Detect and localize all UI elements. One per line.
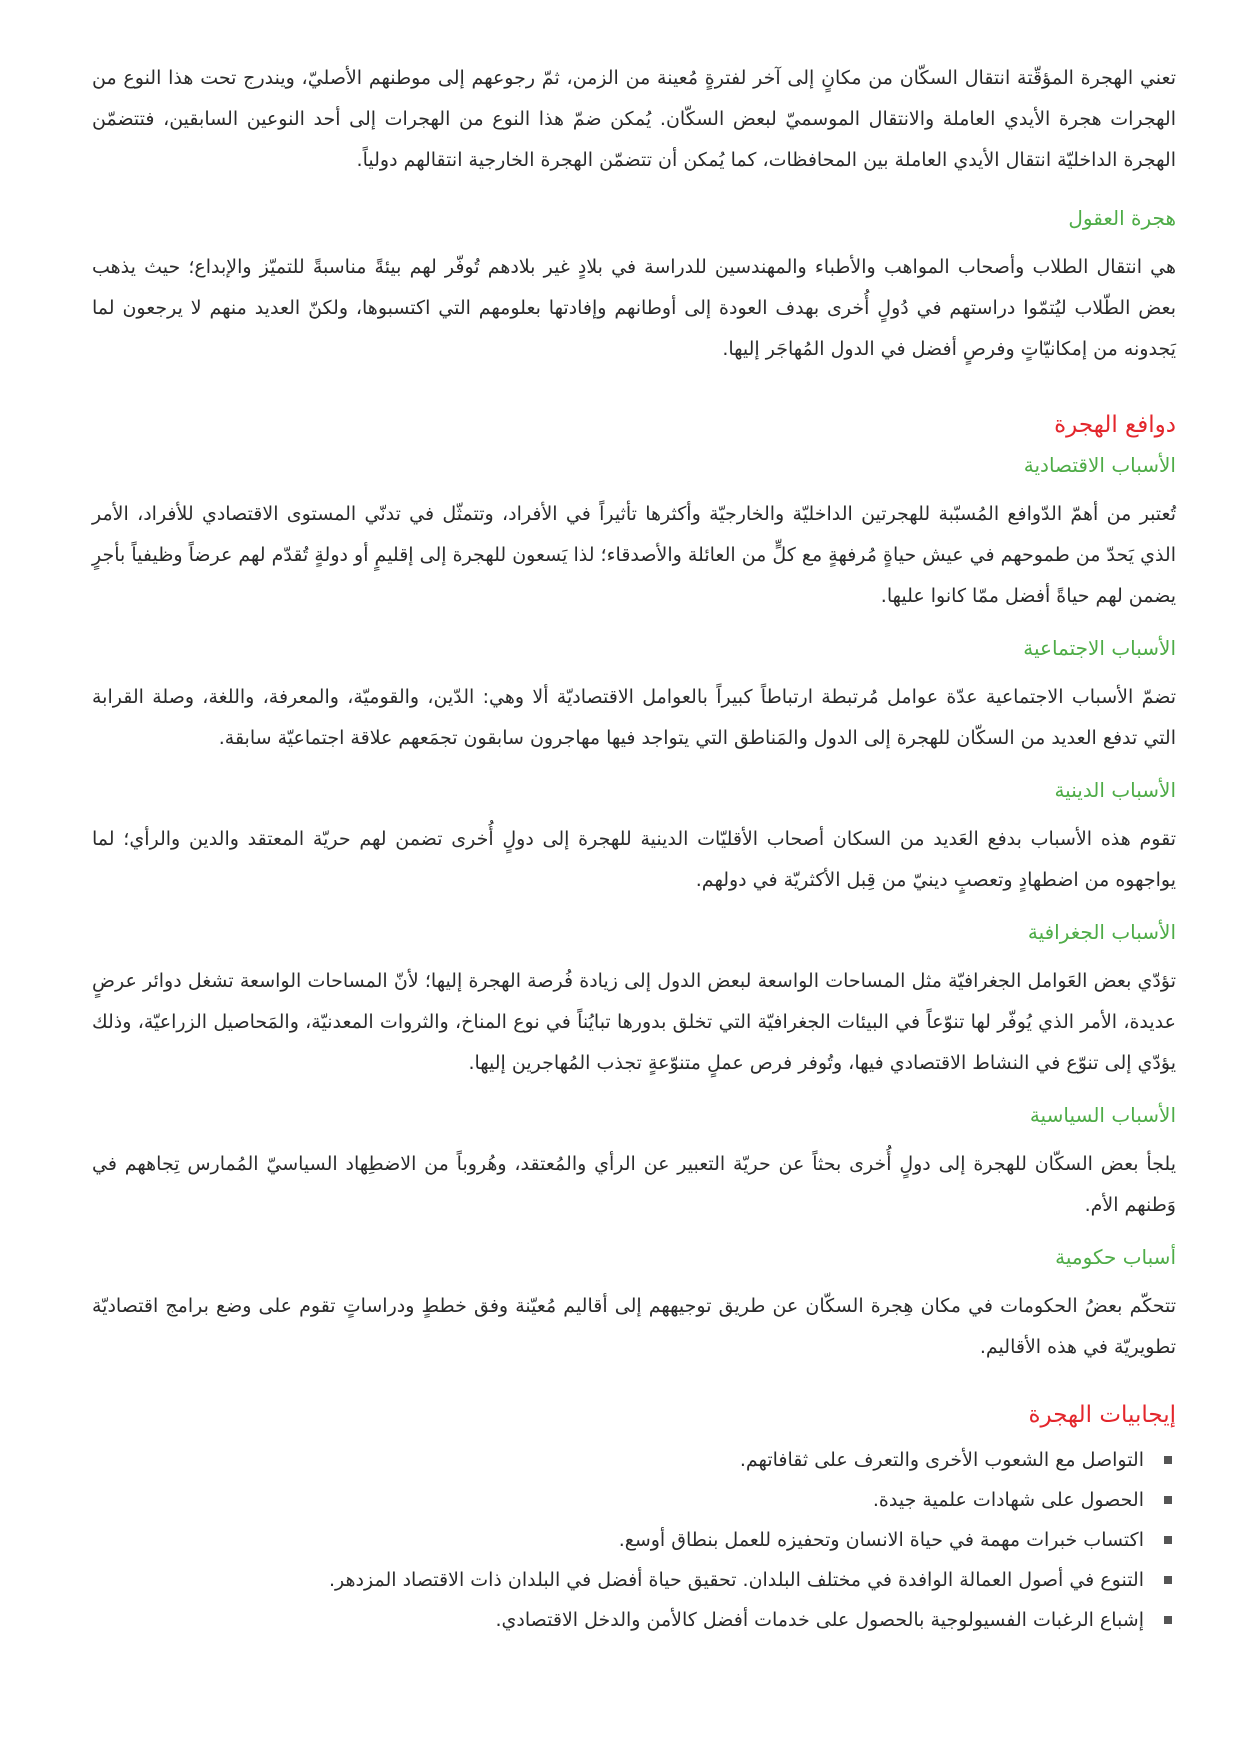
motives-heading: دوافع الهجرة (1054, 412, 1176, 438)
political-reasons-heading: الأسباب السياسية (1029, 1103, 1176, 1127)
square-bullet-icon (1164, 1456, 1172, 1464)
economic-reasons-paragraph: تُعتبر من أهمّ الدّوافع المُسبّبة للهجرتين الداخليّة والخارجيّة وأكثرها تأثيراً في الأفراد، وتتمثّل في تدنّي المستوى الاقتصادي للأفراد، الأمر الذي يَحدّ من طموحهم في عيش حياةٍ مُرفهةٍ مع كلٍّ من العائلة والأصدقاء؛ لذا يَسعون للهجرة إلى إقليمٍ أو دولةٍ تُقدّم لهم عرضاً وظيفياً بأجرٍ يضمن لهم حياةً أفضل ممّا كانوا عليها. (92, 503, 1176, 607)
square-bullet-icon (1164, 1616, 1172, 1624)
list-item-text: اكتساب خبرات مهمة في حياة الانسان وتحفيزه للعمل بنطاق أوسع. (618, 1529, 1144, 1551)
social-reasons-heading: الأسباب الاجتماعية (1023, 636, 1176, 660)
square-bullet-icon (1164, 1536, 1172, 1544)
religious-reasons-paragraph: تقوم هذه الأسباب بدفع العَديد من السكان أصحاب الأقليّات الدينية للهجرة إلى دولٍ أُخرى تضمن لهم حريّة المعتقد والدين والرأي؛ لما يواجهوه من اضطهادٍ وتعصبٍ دينيّ من قِبل الأكثريّة في دولهم. (92, 828, 1176, 891)
list-item-text: التنوع في أصول العمالة الوافدة في مختلف البلدان. تحقيق حياة أفضل في البلدان ذات الاقتصاد المزدهر. (328, 1569, 1144, 1591)
positives-heading: إيجابيات الهجرة (1028, 1402, 1176, 1428)
brain-drain-heading: هجرة العقول (1068, 206, 1176, 230)
intro-paragraph: تعني الهجرة المؤقّتة انتقال السكّان من مكانٍ إلى آخر لفترةٍ مُعينة من الزمن، ثمّ رجوعهم إلى موطنهم الأصليّ، ويندرج تحت هذا النوع من الهجرات هجرة الأيدي العاملة والانتقال الموسميّ لبعض السكّان. يُمكن ضمّ هذا النوع من الهجرات إلى أحد النوعين السابقين، فتتضمّن الهجرة الداخليّة انتقال الأيدي العاملة بين المحافظات، كما يُمكن أن تتضمّن الهجرة الخارجية انتقالهم دولياً. (92, 67, 1176, 171)
political-reasons-paragraph: يلجأ بعض السكّان للهجرة إلى دولٍ أُخرى بحثاً عن حريّة التعبير عن الرأي والمُعتقد، وهُروباً من الاضطِهاد السياسيّ المُمارس تِجاههم في وَطنهم الأم. (92, 1153, 1176, 1216)
governmental-reasons-heading: أسباب حكومية (1055, 1245, 1176, 1269)
list-item-text: الحصول على شهادات علمية جيدة. (872, 1489, 1144, 1511)
brain-drain-paragraph: هي انتقال الطلاب وأصحاب المواهب والأطباء والمهندسين للدراسة في بلادٍ غير بلادهم تُوفّر لهم بيئةً مناسبةً للتميّز والإبداع؛ حيث يذهب بعض الطّلاب ليُتمّوا دراستهم في دُولٍ أُخرى بهدف العودة إلى أوطانهم وإفادتها بعلومهم التي اكتسبوها، ولكنّ العديد منهم لا يرجعون لما يَجدونه من إمكانيّاتٍ وفرصٍ أفضل في الدول المُهاجَر إليها. (92, 256, 1176, 360)
positives-list (92, 1440, 1176, 1640)
list-item-text: إشباع الرغبات الفسيولوجية بالحصول على خدمات أفضل كالأمن والدخل الاقتصادي. (495, 1609, 1144, 1631)
social-reasons-paragraph: تضمّ الأسباب الاجتماعية عدّة عوامل مُرتبطة ارتباطاً كبيراً بالعوامل الاقتصاديّة ألا وهي: الدّين، والقوميّة، والمعرفة، واللغة، وصلة القرابة التي تدفع العديد من السكّان للهجرة إلى الدول والمَناطق التي يتواجد فيها مهاجرون سابقون تجمَعهم علاقة اجتماعيّة سابقة. (92, 686, 1176, 749)
list-item (92, 1600, 1176, 1640)
religious-reasons-heading: الأسباب الدينية (1054, 778, 1176, 802)
list-item (92, 1480, 1176, 1520)
geographic-reasons-heading: الأسباب الجغرافية (1027, 920, 1176, 944)
governmental-reasons-paragraph: تتحكّم بعضُ الحكومات في مكان هِجرة السكّان عن طريق توجيههم إلى أقاليم مُعيّنة وفق خططٍ ودراساتٍ تقوم على وضع برامج اقتصاديّة تطويريّة في هذه الأقاليم. (92, 1295, 1176, 1358)
square-bullet-icon (1164, 1496, 1172, 1504)
economic-reasons-heading: الأسباب الاقتصادية (1023, 453, 1176, 477)
geographic-reasons-paragraph: تؤدّي بعض العَوامل الجغرافيّة مثل المساحات الواسعة لبعض الدول إلى زيادة فُرصة الهجرة إليها؛ لأنّ المساحات الواسعة تشغل دوائر عرضٍ عديدة، الأمر الذي يُوفّر لها تنوّعاً في البيئات الجغرافيّة التي تخلق بدورها تبايُناً في نوع المناخ، والثروات المعدنيّة، والمَحاصيل الزراعيّة، وذلك يؤدّي إلى تنوّع في النشاط الاقتصادي فيها، وتُوفر فرص عملٍ متنوّعةٍ تجذب المُهاجرين إليها. (92, 970, 1176, 1074)
list-item-text: التواصل مع الشعوب الأخرى والتعرف على ثقافاتهم. (739, 1449, 1144, 1471)
list-item (92, 1560, 1176, 1600)
list-item (92, 1440, 1176, 1480)
square-bullet-icon (1164, 1576, 1172, 1584)
list-item (92, 1520, 1176, 1560)
